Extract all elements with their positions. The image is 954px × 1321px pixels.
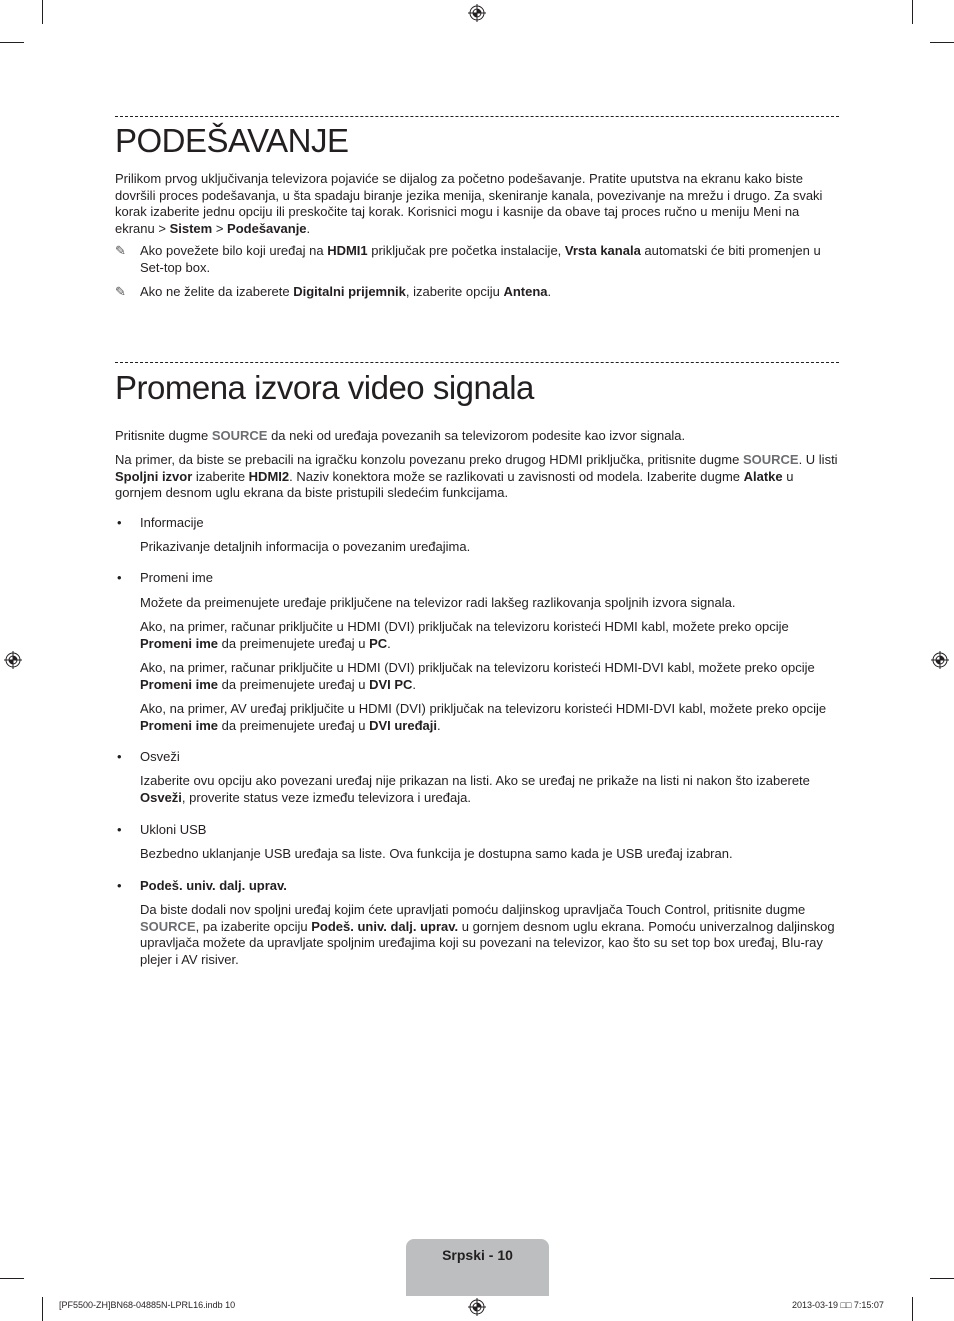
registration-mark-icon — [931, 651, 949, 669]
note1-text: automatski će biti promenjen u Set-top box. — [140, 243, 821, 275]
p1-text: da neki od uređaja povezanih sa televizorom podesite kao izvor signala. — [267, 428, 686, 443]
note2-text: , izaberite opciju — [405, 284, 504, 299]
note-digitalni — [115, 284, 839, 301]
bullet-description — [140, 902, 839, 968]
univ-text: Da biste dodali nov spoljni uređaj kojim ćete upravljati pomoću daljinskog upravljača Touch Control, pritisnite dugme — [140, 902, 806, 917]
promeni-ime-label: Promeni ime — [140, 717, 219, 733]
intro-end: . — [306, 220, 311, 236]
intro-text: Prilikom prvog uključivanja televizora pojaviće se dijalog za početno podešavanje. Pratite uputstva na ekranu kako biste dovršili proces podešavanja, u šta spadaju biranje jezika menija, skeniranje kanala, povezivanje na mrežu i drugo. Za svaki korak izaberite jednu opciju ili preskočite taj korak. Korisnici mogu i kasnije da obave taj proces ručno u meniju Meni na ekranu > — [115, 171, 823, 236]
crop-mark — [42, 1297, 43, 1321]
bullet-glyph: • — [117, 570, 122, 585]
bullet-glyph: • — [117, 515, 122, 530]
osvezi-text: Izaberite ovu opciju ako povezani uređaj nije prikazan na listi. Ako se uređaj ne prikaže na listi ni nakon što izaberete — [140, 773, 810, 788]
osvezi-label: Osveži — [140, 789, 182, 805]
bullet-label: Osveži — [140, 749, 180, 764]
setup-intro-paragraph — [115, 171, 839, 237]
bullet-description — [140, 773, 839, 806]
bullet-glyph: • — [117, 749, 122, 764]
note1-text: priključak pre početka instalacije, — [367, 243, 565, 258]
bullet-example-dvi-pc — [140, 660, 839, 693]
source-paragraph-1 — [115, 428, 839, 445]
note2-text: Ako ne želite da izaberete — [140, 284, 294, 299]
bullet-item-podes-univ — [117, 878, 287, 895]
crop-mark — [912, 1297, 913, 1321]
note2-antena: Antena — [503, 284, 548, 299]
page-number: Srpski - 10 — [442, 1247, 513, 1263]
print-slug-timestamp: 2013-03-19 □□ 7:15:07 — [792, 1300, 884, 1310]
spoljni-izvor-label: Spoljni izvor — [115, 468, 193, 484]
dvi-uredjaji-label: DVI uređaji — [369, 717, 437, 733]
bullet-description: Možete da preimenujete uređaje priključene na televizor radi lakšeg razlikovanja spoljnih izvora signala. — [140, 595, 736, 610]
bullet-label: Podeš. univ. dalj. uprav. — [140, 878, 287, 893]
bullet-item-osvezi — [117, 749, 180, 766]
example-text: . — [387, 635, 391, 651]
menu-path-sistem: Sistem — [169, 220, 213, 236]
crop-mark — [930, 42, 954, 43]
example-text: . — [437, 717, 441, 733]
example-text: da preimenujete uređaj u — [218, 635, 370, 651]
source-paragraph-2 — [115, 452, 839, 502]
bullet-label: Promeni ime — [140, 570, 213, 585]
registration-mark-icon — [468, 1298, 486, 1316]
registration-mark-icon — [4, 651, 22, 669]
bullet-glyph: • — [117, 878, 122, 893]
registration-mark-icon — [468, 4, 486, 22]
podes-univ-label: Podeš. univ. dalj. uprav. — [311, 918, 459, 934]
bullet-label: Informacije — [140, 515, 204, 530]
univ-text: , pa izaberite opciju — [195, 918, 312, 934]
note2-digitalni-prijemnik: Digitalni prijemnik — [293, 284, 406, 299]
promeni-ime-label: Promeni ime — [140, 635, 219, 651]
crop-mark — [42, 0, 43, 24]
crop-mark — [0, 1278, 24, 1279]
bullet-item-ukloni-usb — [117, 822, 206, 839]
promeni-ime-label: Promeni ime — [140, 676, 219, 692]
p2-text: u gornjem desnom uglu ekrana da biste pristupili sledećim funkcijama. — [115, 468, 794, 501]
bullet-description: Prikazivanje detaljnih informacija o povezanim uređajima. — [140, 539, 471, 554]
example-text: . — [412, 676, 417, 692]
print-slug-filename: [PF5500-ZH]BN68-04885N-LPRL16.indb 10 — [59, 1300, 236, 1310]
bullet-example-pc — [140, 619, 839, 652]
alatke-label: Alatke — [743, 468, 783, 484]
note1-text: Ako povežete bilo koji uređaj na — [140, 243, 328, 258]
dvi-pc-label: DVI PC — [369, 676, 413, 692]
bullet-item-promeni-ime — [117, 570, 213, 587]
p1-text: Pritisnite dugme — [115, 428, 212, 443]
pc-label: PC — [369, 635, 388, 651]
note-hdmi1 — [115, 243, 839, 276]
p2-text: . U listi — [798, 452, 838, 467]
menu-path-podesavanje: Podešavanje — [227, 220, 307, 236]
section-title-podesavanje: PODEŠAVANJE — [115, 122, 349, 159]
example-text: da preimenujete uređaj u — [218, 717, 370, 733]
source-button-label: SOURCE — [211, 428, 268, 443]
menu-path-separator: > — [212, 220, 228, 236]
note1-vrsta-kanala: Vrsta kanala — [564, 243, 641, 258]
section-divider — [115, 362, 839, 363]
note2-text: . — [547, 284, 552, 299]
pencil-note-icon: ✎ — [115, 243, 126, 258]
note1-hdmi1: HDMI1 — [327, 243, 368, 258]
example-text: da preimenujete uređaj u — [218, 676, 370, 692]
bullet-label: Ukloni USB — [140, 822, 207, 837]
p2-text: izaberite — [192, 468, 249, 484]
example-text: Ako, na primer, AV uređaj priključite u HDMI (DVI) priključak na televizoru koristeći HDMI-DVI kabl, možete preko opcije — [140, 701, 827, 716]
p2-text: Na primer, da biste se prebacili na igračku konzolu povezanu preko drugog HDMI priključka, pritisnite dugme — [115, 452, 743, 467]
bullet-glyph: • — [117, 822, 122, 837]
univ-text: u gornjem desnom uglu ekrana. Pomoću univerzalnog daljinskog upravljača možete da upravljate spoljnim uređajima koji su povezani na televizor, kao što su set top box uređaj, Blu-ray plejer i AV risiver. — [140, 918, 835, 967]
example-text: Ako, na primer, računar priključite u HDMI (DVI) priključak na televizoru koristeći HDMI kabl, možete preko opcije — [140, 619, 789, 634]
crop-mark — [912, 0, 913, 24]
pencil-note-icon: ✎ — [115, 284, 126, 299]
bullet-item-informacije — [117, 515, 204, 532]
example-text: Ako, na primer, računar priključite u HDMI (DVI) priključak na televizoru koristeći HDMI-DVI kabl, možete preko opcije — [140, 660, 815, 675]
osvezi-text: , proverite status veze između televizora i uređaja. — [181, 789, 471, 805]
section-divider — [115, 116, 839, 117]
bullet-description: Bezbedno uklanjanje USB uređaja sa liste. Ova funkcija je dostupna samo kada je USB uređaj izabran. — [140, 846, 733, 861]
source-button-label: SOURCE — [140, 918, 196, 934]
source-button-label: SOURCE — [742, 452, 799, 467]
crop-mark — [930, 1278, 954, 1279]
bullet-example-dvi-uredjaji — [140, 701, 839, 734]
section-title-promena-izvora: Promena izvora video signala — [115, 369, 534, 406]
p2-text: . Naziv konektora može se razlikovati u zavisnosti od modela. Izaberite dugme — [289, 468, 744, 484]
hdmi2-label: HDMI2 — [248, 468, 290, 484]
crop-mark — [0, 42, 24, 43]
